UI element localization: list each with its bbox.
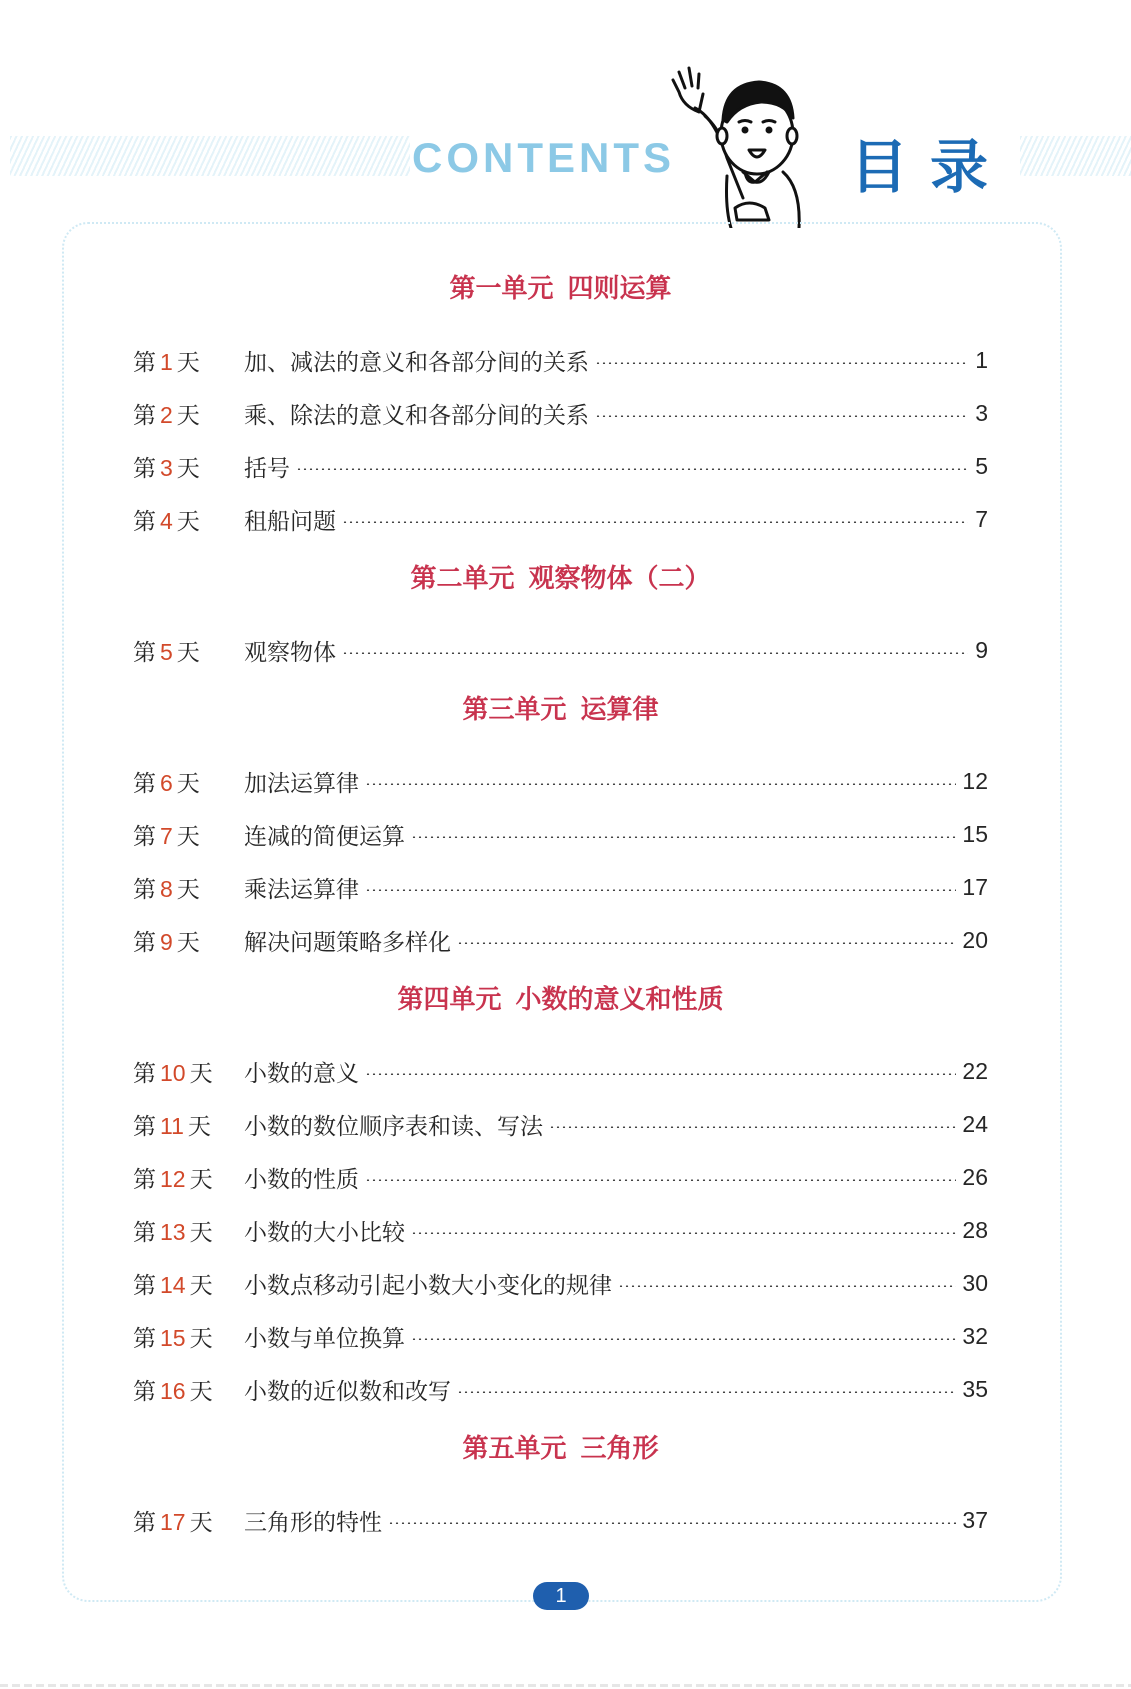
decorative-hatch-left xyxy=(10,136,410,176)
toc-entry[interactable] xyxy=(133,440,988,493)
day-number: 6 xyxy=(160,770,173,796)
page-number: 12 xyxy=(962,768,988,794)
unit-title xyxy=(133,270,988,308)
day-label: 第 14 天 xyxy=(133,1272,213,1299)
page-number: 1 xyxy=(975,347,988,373)
day-number: 5 xyxy=(160,639,173,665)
day-label: 第 10 天 xyxy=(133,1060,213,1087)
toc-entry[interactable] xyxy=(133,861,988,914)
page-number: 17 xyxy=(962,874,988,900)
unit-name: 观察物体（二） xyxy=(528,564,711,594)
day-label: 第 6 天 xyxy=(133,770,200,797)
day-label: 第 12 天 xyxy=(133,1166,213,1193)
unit-title xyxy=(133,981,988,1019)
page-number: 30 xyxy=(962,1270,988,1296)
page-number: 26 xyxy=(962,1164,988,1190)
dot-leader xyxy=(457,1391,956,1393)
waving-boy-icon xyxy=(665,58,845,228)
day-number: 15 xyxy=(160,1325,186,1351)
page-number: 28 xyxy=(962,1217,988,1243)
toc-entry[interactable] xyxy=(133,914,988,967)
day-label: 第 4 天 xyxy=(133,508,200,535)
lesson-title: 乘法运算律 xyxy=(244,877,359,903)
table-of-contents xyxy=(133,270,988,1547)
dot-leader xyxy=(411,1232,956,1234)
lesson-title: 乘、除法的意义和各部分间的关系 xyxy=(244,403,589,429)
dot-leader xyxy=(365,783,956,785)
day-number: 11 xyxy=(160,1113,184,1139)
lesson-title: 解决问题策略多样化 xyxy=(244,930,451,956)
dot-leader xyxy=(411,836,956,838)
unit-title xyxy=(133,691,988,729)
day-number: 10 xyxy=(160,1060,186,1086)
dot-leader xyxy=(342,652,968,654)
toc-entry[interactable] xyxy=(133,1098,988,1151)
unit-prefix: 第五单元 xyxy=(462,1434,567,1464)
page-number: 22 xyxy=(962,1058,988,1084)
lesson-title: 小数点移动引起小数大小变化的规律 xyxy=(244,1273,612,1299)
day-label: 第 17 天 xyxy=(133,1509,213,1536)
page-number-badge: 1 xyxy=(533,1582,589,1610)
toc-entry[interactable] xyxy=(133,1494,988,1547)
page-number: 5 xyxy=(975,453,988,479)
lesson-title: 加法运算律 xyxy=(244,771,359,797)
lesson-title: 括号 xyxy=(244,456,290,482)
page-number: 15 xyxy=(962,821,988,847)
lesson-title: 小数的数位顺序表和读、写法 xyxy=(244,1114,543,1140)
page-number: 37 xyxy=(962,1507,988,1533)
lesson-title: 观察物体 xyxy=(244,640,336,666)
page-number: 32 xyxy=(962,1323,988,1349)
dot-leader xyxy=(388,1522,956,1524)
toc-entry[interactable] xyxy=(133,1363,988,1416)
day-number: 13 xyxy=(160,1219,186,1245)
page-number: 35 xyxy=(962,1376,988,1402)
lesson-title: 加、减法的意义和各部分间的关系 xyxy=(244,350,589,376)
toc-entry[interactable] xyxy=(133,1151,988,1204)
lesson-title: 三角形的特性 xyxy=(244,1510,382,1536)
dot-leader xyxy=(296,468,968,470)
dot-leader xyxy=(365,1073,956,1075)
day-number: 9 xyxy=(160,929,173,955)
toc-entry[interactable] xyxy=(133,1257,988,1310)
day-label: 第 8 天 xyxy=(133,876,200,903)
unit-name: 小数的意义和性质 xyxy=(515,985,724,1015)
toc-entry[interactable] xyxy=(133,1045,988,1098)
dot-leader xyxy=(549,1126,956,1128)
dot-leader xyxy=(457,942,956,944)
day-label: 第 16 天 xyxy=(133,1378,213,1405)
dot-leader xyxy=(365,1179,956,1181)
toc-entry[interactable] xyxy=(133,387,988,440)
unit-title xyxy=(133,560,988,598)
day-number: 16 xyxy=(160,1378,186,1404)
dot-leader xyxy=(618,1285,956,1287)
unit-name: 运算律 xyxy=(580,695,659,725)
toc-entry[interactable] xyxy=(133,334,988,387)
dot-leader xyxy=(365,889,956,891)
lesson-title: 租船问题 xyxy=(244,509,336,535)
day-label: 第 1 天 xyxy=(133,349,200,376)
day-label: 第 7 天 xyxy=(133,823,200,850)
toc-entry[interactable] xyxy=(133,808,988,861)
unit-name: 四则运算 xyxy=(567,274,672,304)
decorative-hatch-right xyxy=(1020,136,1131,176)
day-number: 7 xyxy=(160,823,173,849)
day-label: 第 2 天 xyxy=(133,402,200,429)
page-number: 20 xyxy=(962,927,988,953)
day-label: 第 5 天 xyxy=(133,639,200,666)
lesson-title: 小数的意义 xyxy=(244,1061,359,1087)
day-label: 第 15 天 xyxy=(133,1325,213,1352)
day-number: 2 xyxy=(160,402,173,428)
page-number: 7 xyxy=(975,506,988,532)
dot-leader xyxy=(595,362,968,364)
day-number: 3 xyxy=(160,455,173,481)
day-label: 第 13 天 xyxy=(133,1219,213,1246)
unit-prefix: 第四单元 xyxy=(397,985,502,1015)
day-number: 4 xyxy=(160,508,173,534)
unit-prefix: 第一单元 xyxy=(449,274,554,304)
page-number: 3 xyxy=(975,400,988,426)
dot-leader xyxy=(595,415,968,417)
lesson-title: 小数的大小比较 xyxy=(244,1220,405,1246)
day-number: 14 xyxy=(160,1272,186,1298)
toc-entry[interactable] xyxy=(133,1204,988,1257)
day-label: 第 11 天 xyxy=(133,1113,211,1140)
dot-leader xyxy=(342,521,968,523)
day-number: 17 xyxy=(160,1509,186,1535)
toc-entry[interactable] xyxy=(133,493,988,546)
lesson-title: 连减的简便运算 xyxy=(244,824,405,850)
lesson-title: 小数的性质 xyxy=(244,1167,359,1193)
contents-heading-en: CONTENTS xyxy=(412,134,675,181)
lesson-title: 小数与单位换算 xyxy=(244,1326,405,1352)
unit-name: 三角形 xyxy=(580,1434,659,1464)
page-number: 24 xyxy=(962,1111,988,1137)
unit-prefix: 第三单元 xyxy=(462,695,567,725)
unit-prefix: 第二单元 xyxy=(410,564,515,594)
lesson-title: 小数的近似数和改写 xyxy=(244,1379,451,1405)
toc-entry[interactable] xyxy=(133,624,988,677)
dot-leader xyxy=(411,1338,956,1340)
day-number: 8 xyxy=(160,876,173,902)
contents-heading-cn: 目录 xyxy=(850,133,1011,201)
toc-entry[interactable] xyxy=(133,755,988,808)
day-number: 12 xyxy=(160,1166,186,1192)
toc-entry[interactable] xyxy=(133,1310,988,1363)
day-label: 第 3 天 xyxy=(133,455,200,482)
bottom-edge-line xyxy=(0,1684,1131,1687)
page-number: 9 xyxy=(975,637,988,663)
day-number: 1 xyxy=(160,349,173,375)
unit-title xyxy=(133,1430,988,1468)
day-label: 第 9 天 xyxy=(133,929,200,956)
